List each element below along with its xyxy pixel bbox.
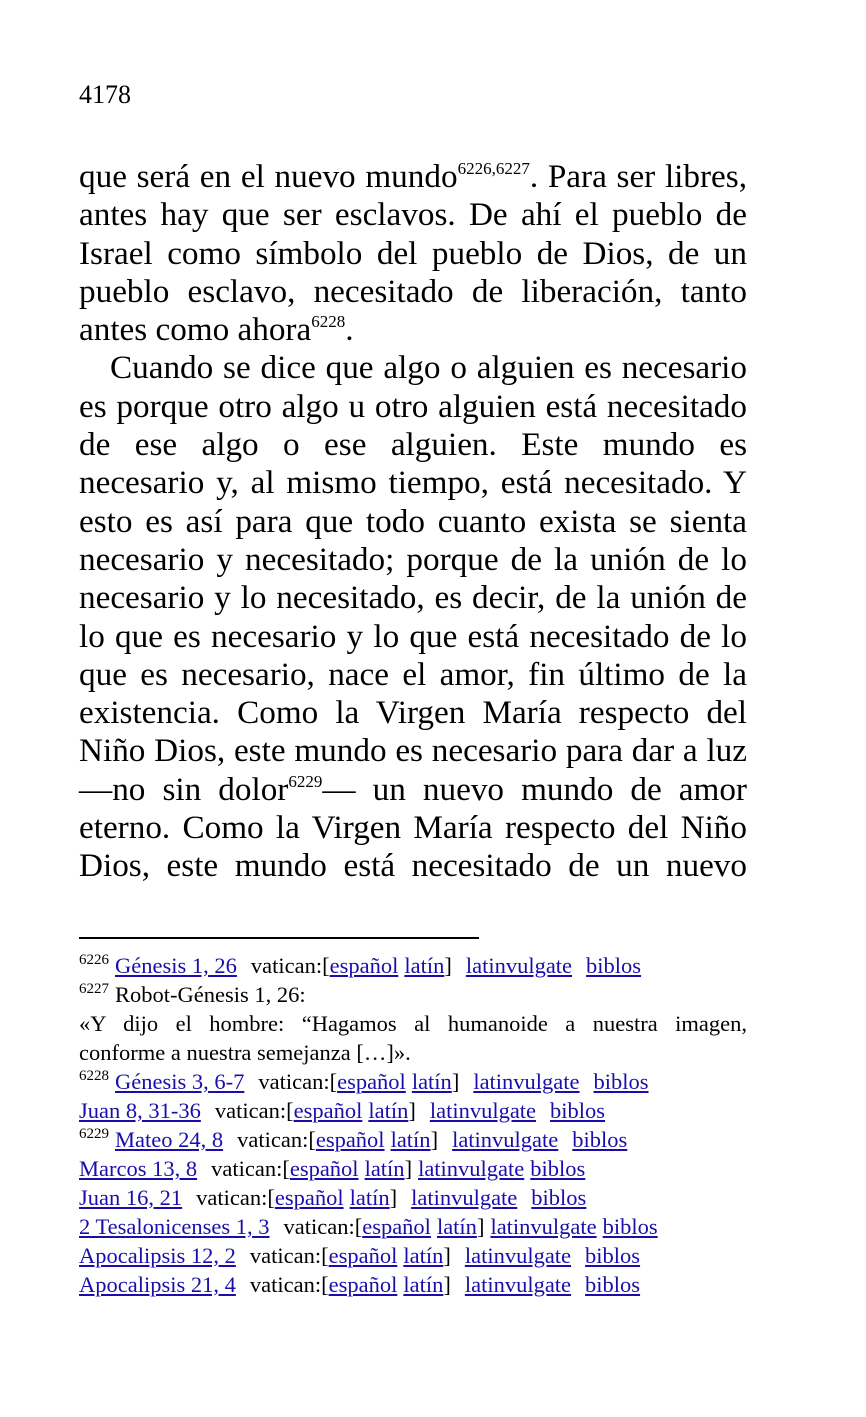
text-line: que es necesario, nace el amor, fin último de la xyxy=(79,655,747,693)
vatican-label: vatican:[ xyxy=(214,1098,294,1123)
espanol-link[interactable]: español xyxy=(329,953,399,978)
text-line: de ese algo o ese alguien. Este mundo es xyxy=(79,426,747,464)
biblos-link[interactable]: biblos xyxy=(602,1214,658,1239)
biblos-link[interactable]: biblos xyxy=(530,1156,586,1181)
espanol-link[interactable]: español xyxy=(328,1243,398,1268)
footnote-6228 xyxy=(79,1067,747,1096)
vatican-label: vatican:[ xyxy=(249,1243,329,1268)
espanol-link[interactable]: español xyxy=(328,1272,398,1297)
latinvulgate-link[interactable]: latinvulgate xyxy=(473,1069,580,1094)
footnote-number: 6228 xyxy=(79,1068,109,1084)
text-line: necesario y, al mismo tiempo, está necesitado. Y xyxy=(79,464,747,502)
footnote-ref[interactable]: 6228 xyxy=(311,312,346,332)
latin-link[interactable]: latín xyxy=(404,953,445,978)
bracket-close: ] xyxy=(451,1069,460,1094)
latinvulgate-link[interactable]: latinvulgate xyxy=(429,1098,537,1123)
latinvulgate-link[interactable]: latinvulgate xyxy=(452,1127,559,1152)
vatican-label: vatican:[ xyxy=(237,1127,316,1152)
vatican-label: vatican:[ xyxy=(283,1214,363,1239)
text-line: Cuando se dice que algo o alguien es necesario xyxy=(110,349,747,387)
text-line: lo que es necesario y lo que está necesitado de lo xyxy=(79,617,747,655)
footnote-6229-ref-4 xyxy=(79,1212,747,1241)
footnote-quote xyxy=(79,1009,747,1067)
footnote-ref[interactable]: 6229 xyxy=(288,771,323,791)
footnote-6226 xyxy=(79,951,747,980)
bracket-close: ] xyxy=(408,1098,416,1123)
text-line: pueblo esclavo, necesitado de liberación, tanto xyxy=(79,272,747,310)
biblos-link[interactable]: biblos xyxy=(550,1098,606,1123)
footnote-6229-ref-6 xyxy=(79,1270,747,1299)
paragraph-2 xyxy=(79,349,747,885)
footnote-6227 xyxy=(79,980,747,1009)
latinvulgate-link[interactable]: latinvulgate xyxy=(411,1185,518,1210)
espanol-link[interactable]: español xyxy=(293,1098,363,1123)
footnote-number: 6226 xyxy=(79,952,109,968)
text-line: que será en el nuevo mundo$^{6226,6227}$. Para ser libres, xyxy=(79,158,747,195)
vatican-label: vatican:[ xyxy=(196,1185,275,1210)
scripture-link[interactable]: Génesis 1, 26 xyxy=(115,953,237,978)
text-line: Israel como símbolo del pueblo de Dios, de un xyxy=(79,234,747,272)
latin-link[interactable]: latín xyxy=(390,1127,431,1152)
scripture-link[interactable]: Génesis 3, 6-7 xyxy=(115,1069,245,1094)
latin-link[interactable]: latín xyxy=(403,1272,444,1297)
footnote-number: 6227 xyxy=(79,981,109,997)
footnote-ref[interactable]: 6226,6227 xyxy=(457,159,530,178)
latin-link[interactable]: latín xyxy=(436,1214,477,1239)
bracket-close: ] xyxy=(404,1156,413,1181)
footnote-6229-ref-2 xyxy=(79,1154,747,1183)
latin-link[interactable]: latín xyxy=(403,1243,444,1268)
bracket-close: ] xyxy=(476,1214,485,1239)
espanol-link[interactable]: español xyxy=(289,1156,359,1181)
main-text xyxy=(79,158,747,886)
biblos-link[interactable]: biblos xyxy=(572,1127,628,1152)
espanol-link[interactable]: español xyxy=(337,1069,406,1094)
latinvulgate-link[interactable]: latinvulgate xyxy=(464,1243,572,1268)
text-line: existencia. Como la Virgen María respecto del xyxy=(79,694,747,732)
bracket-close: ] xyxy=(444,953,452,978)
latin-link[interactable]: latín xyxy=(368,1098,409,1123)
bracket-close: ] xyxy=(443,1243,451,1268)
footnote-6229-ref-3 xyxy=(79,1183,747,1212)
text-line: Niño Dios, este mundo es necesario para dar a luz xyxy=(79,732,747,770)
footnote-number: 6229 xyxy=(79,1126,109,1142)
vatican-label: vatican:[ xyxy=(211,1156,290,1181)
latinvulgate-link[interactable]: latinvulgate xyxy=(490,1214,597,1239)
bracket-close: ] xyxy=(389,1185,398,1210)
text-line: eterno. Como la Virgen María respecto del Niño xyxy=(79,809,747,847)
scripture-link[interactable]: Marcos 13, 8 xyxy=(79,1156,198,1181)
scripture-link[interactable]: Juan 16, 21 xyxy=(79,1185,183,1210)
text-line: antes hay que ser esclavos. De ahí el pueblo de xyxy=(79,196,747,234)
footnote-6228-ref-2 xyxy=(79,1096,747,1125)
bracket-close: ] xyxy=(430,1127,439,1152)
vatican-label: vatican:[ xyxy=(258,1069,338,1094)
biblos-link[interactable]: biblos xyxy=(586,953,642,978)
biblos-link[interactable]: biblos xyxy=(585,1272,641,1297)
latin-link[interactable]: latín xyxy=(349,1185,390,1210)
scripture-link[interactable]: Juan 8, 31-36 xyxy=(79,1098,201,1123)
vatican-label: vatican:[ xyxy=(250,953,330,978)
biblos-link[interactable]: biblos xyxy=(593,1069,649,1094)
page-number: 4178 xyxy=(79,80,131,109)
footnote-6229 xyxy=(79,1125,747,1154)
text-line: esto es así para que todo cuanto exista se sienta xyxy=(79,502,747,540)
biblos-link[interactable]: biblos xyxy=(531,1185,587,1210)
latinvulgate-link[interactable]: latinvulgate xyxy=(465,953,573,978)
vatican-label: vatican:[ xyxy=(249,1272,329,1297)
text-line: antes como ahora$^{6228}$. xyxy=(79,311,354,349)
scripture-link[interactable]: Mateo 24, 8 xyxy=(115,1127,224,1152)
text-line: Dios, este mundo está necesitado de un nuevo xyxy=(79,847,747,885)
text-line: es porque otro algo u otro alguien está necesitado xyxy=(79,387,747,425)
text-line: necesario y necesitado; porque de la unión de lo xyxy=(79,540,747,578)
footnote-separator xyxy=(79,937,479,939)
footnote-6229-ref-5 xyxy=(79,1241,747,1270)
footnotes xyxy=(79,951,747,1299)
quote-line: conforme a nuestra semejanza […]». xyxy=(79,1040,411,1065)
paragraph-1 xyxy=(79,158,747,349)
espanol-link[interactable]: español xyxy=(362,1214,431,1239)
footnote-text: Robot-Génesis 1, 26: xyxy=(115,982,306,1007)
biblos-link[interactable]: biblos xyxy=(585,1243,641,1268)
espanol-link[interactable]: español xyxy=(274,1185,344,1210)
text-line: —no sin dolor$^{6229}$— un nuevo mundo de amor xyxy=(79,770,747,808)
scripture-link[interactable]: 2 Tesalonicenses 1, 3 xyxy=(79,1214,270,1239)
scripture-link[interactable]: Apocalipsis 21, 4 xyxy=(79,1272,236,1297)
scripture-link[interactable]: Apocalipsis 12, 2 xyxy=(79,1243,236,1268)
espanol-link[interactable]: español xyxy=(315,1127,385,1152)
latin-link[interactable]: latín xyxy=(411,1069,452,1094)
latinvulgate-link[interactable]: latinvulgate xyxy=(418,1156,525,1181)
latin-link[interactable]: latín xyxy=(364,1156,405,1181)
latinvulgate-link[interactable]: latinvulgate xyxy=(464,1272,572,1297)
bracket-close: ] xyxy=(443,1272,451,1297)
text-line: necesario y lo necesitado, es decir, de la unión de xyxy=(79,579,747,617)
quote-line: «Y dijo el hombre: “Hagamos al humanoide a nuestra imagen, xyxy=(79,1011,747,1036)
